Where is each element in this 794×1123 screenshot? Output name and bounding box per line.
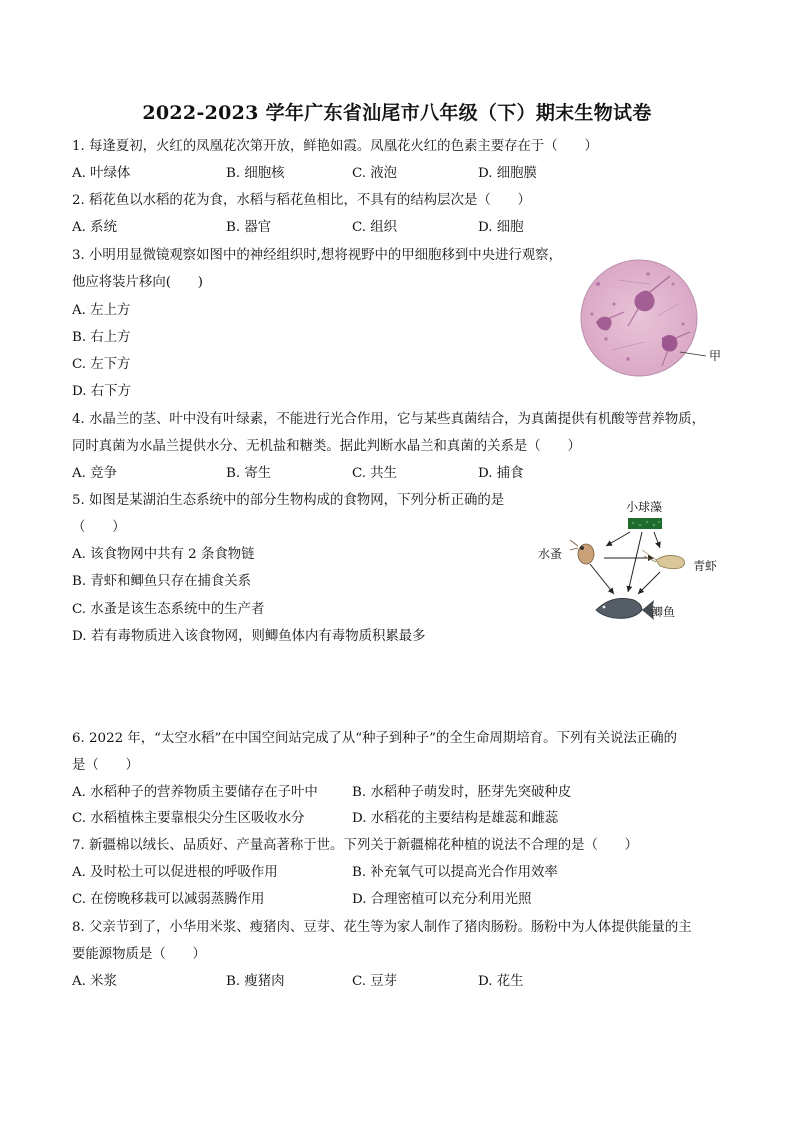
question-7-option-b: B. 补充氧气可以提高光合作用效率 bbox=[352, 865, 558, 880]
label-crucian-carp: 鲫鱼 bbox=[651, 605, 676, 619]
question-1-stem: 1. 每逢夏初，火红的凤凰花次第开放，鲜艳如霞。凤凰花火红的色素主要存在于（ ） bbox=[72, 139, 598, 154]
shrimp-icon bbox=[642, 550, 685, 569]
arrow-shrimp-to-crucian bbox=[638, 572, 660, 594]
question-4-option-d: D. 捕食 bbox=[478, 466, 524, 481]
question-4-option-a: A. 竞争 bbox=[72, 466, 117, 481]
question-3-option-a: A. 左上方 bbox=[72, 303, 131, 318]
question-8-option-c: C. 豆芽 bbox=[352, 974, 398, 989]
question-4-option-b: B. 寄生 bbox=[226, 466, 272, 481]
label-chlorella: 小球藻 bbox=[626, 500, 663, 514]
question-3-option-c: C. 左下方 bbox=[72, 357, 131, 372]
question-4-option-c: C. 共生 bbox=[352, 466, 398, 481]
question-1-option-b: B. 细胞核 bbox=[226, 166, 285, 181]
micrograph-field bbox=[581, 260, 697, 376]
question-5-stem-line-2: （ ） bbox=[72, 520, 126, 535]
question-7-stem: 7. 新疆棉以绒长、品质好、产量高著称于世。下列关于新疆棉花种植的说法不合理的是（ ） bbox=[72, 838, 639, 853]
question-6-option-c: C. 水稻植株主要靠根尖分生区吸收水分 bbox=[72, 811, 305, 826]
question-7-option-d: D. 合理密植可以充分利用光照 bbox=[352, 892, 532, 907]
arrow-chlorella-to-daphnia bbox=[606, 532, 630, 546]
question-3-option-d: D. 右下方 bbox=[72, 384, 131, 399]
question-6-stem-line-2: 是（ ） bbox=[72, 758, 139, 773]
label-daphnia: 水蚤 bbox=[538, 547, 563, 561]
crucian-carp-icon bbox=[596, 598, 654, 620]
question-5-option-c: C. 水蚤是该生态系统中的生产者 bbox=[72, 602, 265, 617]
food-web-diagram bbox=[530, 494, 730, 634]
question-6-option-d: D. 水稻花的主要结构是雄蕊和雌蕊 bbox=[352, 811, 559, 826]
label-shrimp: 青虾 bbox=[693, 559, 718, 573]
daphnia-icon bbox=[570, 540, 594, 564]
question-8-stem-line-2: 要能源物质是（ ） bbox=[72, 947, 206, 962]
question-6-option-a: A. 水稻种子的营养物质主要储存在子叶中 bbox=[72, 785, 318, 800]
question-4-stem-line-2: 同时真菌为水晶兰提供水分、无机盐和糖类。据此判断水晶兰和真菌的关系是（ ） bbox=[72, 439, 581, 454]
question-5-stem-line-1: 5. 如图是某湖泊生态系统中的部分生物构成的食物网，下列分析正确的是 bbox=[72, 493, 505, 508]
question-8-option-a: A. 米浆 bbox=[72, 974, 117, 989]
question-1-option-d: D. 细胞膜 bbox=[478, 166, 537, 181]
question-5-option-d: D. 若有毒物质进入该食物网，则鲫鱼体内有毒物质积累最多 bbox=[72, 629, 426, 644]
question-8-option-d: D. 花生 bbox=[478, 974, 524, 989]
figure-label-jia: 甲 bbox=[709, 349, 722, 363]
question-1-option-c: C. 液泡 bbox=[352, 166, 398, 181]
arrow-daphnia-to-crucian bbox=[590, 564, 614, 594]
arrow-chlorella-to-crucian bbox=[628, 532, 642, 592]
question-3-stem-line-1: 3. 小明用显微镜观察如图中的神经组织时,想将视野中的甲细胞移到中央进行观察， bbox=[72, 248, 562, 263]
question-7-option-c: C. 在傍晚移栽可以减弱蒸腾作用 bbox=[72, 892, 265, 907]
question-3-option-b: B. 右上方 bbox=[72, 330, 131, 345]
question-5-option-b: B. 青虾和鲫鱼只存在捕食关系 bbox=[72, 574, 252, 589]
question-8-stem-line-1: 8. 父亲节到了，小华用米浆、瘦猪肉、豆芽、花生等为家人制作了猪肉肠粉。肠粉中为人体提供能量的主 bbox=[72, 920, 692, 935]
question-6-stem-line-1: 6. 2022 年，“太空水稻”在中国空间站完成了从“种子到种子”的全生命周期培育。下列有关说法正确的 bbox=[72, 731, 677, 746]
question-2-option-c: C. 组织 bbox=[352, 220, 398, 235]
question-4-stem-line-1: 4. 水晶兰的茎、叶中没有叶绿素，不能进行光合作用，它与某些真菌结合，为真菌提供有机酸等营养物质， bbox=[72, 412, 705, 427]
question-2-option-d: D. 细胞 bbox=[478, 220, 524, 235]
question-2-option-b: B. 器官 bbox=[226, 220, 272, 235]
question-5-option-a: A. 该食物网中共有 2 条食物链 bbox=[72, 547, 255, 562]
question-2-option-a: A. 系统 bbox=[72, 220, 117, 235]
page-title: 2022-2023 学年广东省汕尾市八年级（下）期末生物试卷 bbox=[142, 102, 652, 124]
question-8-option-b: B. 瘦猪肉 bbox=[226, 974, 285, 989]
question-6-option-b: B. 水稻种子萌发时，胚芽先突破种皮 bbox=[352, 785, 572, 800]
question-7-option-a: A. 及时松土可以促进根的呼吸作用 bbox=[72, 865, 278, 880]
arrow-chlorella-to-shrimp bbox=[654, 532, 660, 548]
question-3-stem-line-2: 他应将装片移向( ) bbox=[72, 275, 203, 290]
question-2-stem: 2. 稻花鱼以水稻的花为食，水稻与稻花鱼相比，不具有的结构层次是（ ） bbox=[72, 193, 531, 208]
neural-tissue-micrograph bbox=[578, 254, 728, 384]
question-1-option-a: A. 叶绿体 bbox=[72, 166, 131, 181]
